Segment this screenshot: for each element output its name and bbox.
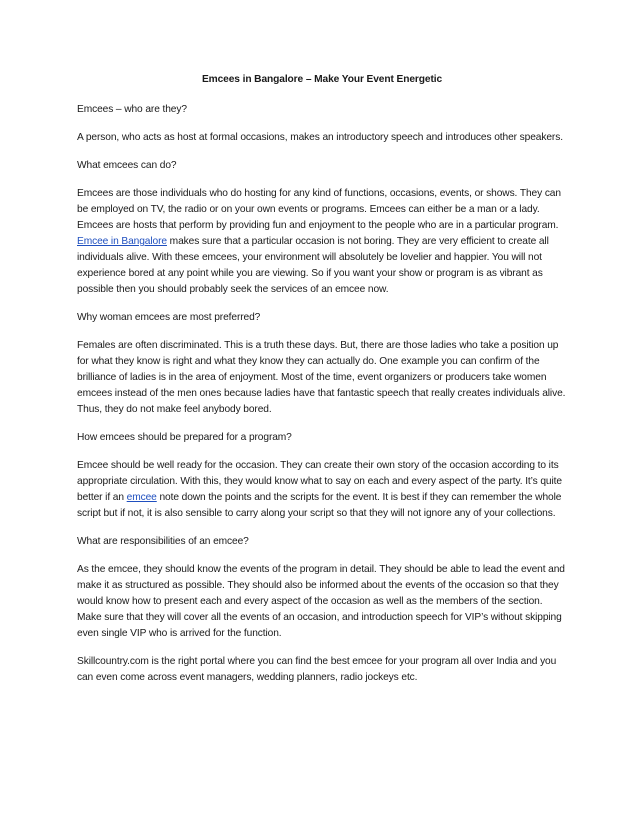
document-title: Emcees in Bangalore – Make Your Event Energetic: [201, 74, 443, 85]
question-woman-emcees: Why woman emcees are most preferred?: [77, 312, 261, 323]
answer-text-part: makes sure that a particular occasion is not boring. They are very efficient to create all individuals alive. With these emcees, your environment will absolutely be lovelier and happier. You will not experience bored at any point while you are viewing. So if you want your show or program is as vibrant as possible then you should probably seek the services of an emcee now.: [77, 236, 549, 295]
question-who-are-emcees: Emcees – who are they?: [77, 104, 187, 115]
question-what-emcees-do: What emcees can do?: [77, 160, 177, 171]
emcee-in-bangalore-link[interactable]: Emcee in Bangalore: [77, 236, 167, 247]
answer-what-emcees-do: [77, 186, 567, 298]
answer-text-part: Emcee should be well ready for the occasion. They can create their own story of the occasion according to its appropriate circulation. With this, they would know what to say on each and every aspect of the party. It’s quite better if an: [77, 460, 562, 503]
question-preparation: How emcees should be prepared for a program?: [77, 432, 292, 443]
answer-woman-emcees: Females are often discriminated. This is a truth these days. But, there are those ladies who take a position up for what they know is right and what they know they can actually do. One example you can confirm of the brilliance of ladies is in the area of enjoyment. Most of the time, event organizers or producers take women emcees instead of the men ones because ladies have that fantastic speech that really creates individuals alive. Thus, they do not make feel anybody bored.: [77, 340, 566, 415]
answer-text-part: note down the points and the scripts for the event. It is best if they can remember the whole script but if not, it is also sensible to carry along your script so that they will not ignore any of your collections.: [77, 492, 562, 519]
answer-responsibilities: As the emcee, they should know the events of the program in detail. They should be able to lead the event and make it as structured as possible. They should also be informed about the events of the occasion so that they would know how to present each and every aspect of the occasion as well as the members of the section. Make sure that they will cover all the events of an occasion, and introduction speech for VIP’s without skipping even single VIP who is arrived for the function.: [77, 564, 565, 639]
document-page: [77, 72, 567, 698]
answer-text-part: Emcees are those individuals who do hosting for any kind of functions, occasions, events, or shows. They can be employed on TV, the radio or on your own events or programs. Emcees can either be a man or a lady. Emcees are hosts that perform by providing fun and enjoyment to the people who are in a particular program.: [77, 188, 561, 231]
closing-paragraph: Skillcountry.com is the right portal where you can find the best emcee for your program all over India and you can even come across event managers, wedding planners, radio jockeys etc.: [77, 656, 557, 683]
question-responsibilities: What are responsibilities of an emcee?: [77, 536, 249, 547]
answer-preparation: [77, 458, 567, 522]
emcee-link[interactable]: emcee: [126, 492, 157, 503]
answer-who-are-emcees: A person, who acts as host at formal occasions, makes an introductory speech and introduces other speakers.: [77, 132, 563, 143]
